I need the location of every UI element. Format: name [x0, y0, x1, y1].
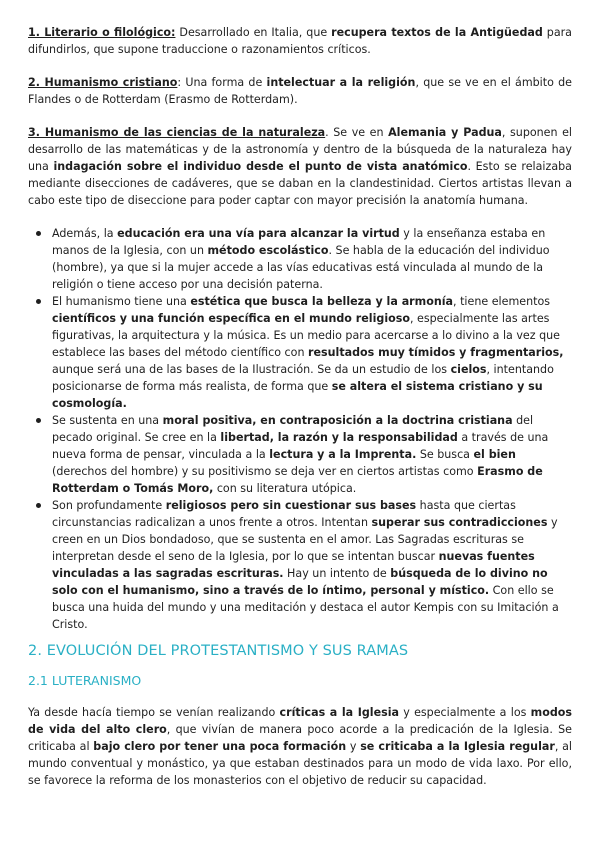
paragraph-humanismo-cristiano: 2. Humanismo cristiano: Una forma de intelectuar a la religión, que se ve en el ámbito de Flandes o de Rotterdam (Erasmo de Rotterdam). — [28, 76, 572, 106]
bullet-dot-icon — [36, 418, 41, 423]
section-heading: 2. EVOLUCIÓN DEL PROTESTANTISMO Y SUS RAMAS — [28, 643, 409, 659]
section-label: 2. Humanismo cristiano — [28, 76, 178, 89]
bullet-list — [28, 225, 572, 633]
bullet-dot-icon — [36, 503, 41, 508]
section-label: 1. Literario o filológico: — [28, 26, 176, 39]
list-item: Son profundamente religiosos pero sin cuestionar sus bases hasta que ciertas circunstancias radicalizan a unos frente a otros. Intentan superar sus contradicciones y creen en un Dios bondadoso, que se sustenta en el amor. Las Sagradas escrituras se interpretan desde el seno de la Iglesia, por lo que se intentan buscar nuevas fuentes vinculadas a las sagradas escrituras. Hay un intento de búsqueda de lo divino no solo con el humanismo, sino a través de lo íntimo, personal y místico. Con ello se busca una huida del mundo y una meditación y destaca el autor Kempis con su Imitación a Cristo. — [28, 497, 572, 633]
list-item: El humanismo tiene una estética que busca la belleza y la armonía, tiene elementos científicos y una función específica en el mundo religioso, especialmente las artes figurativas, la arquitectura y la música. Es un medio para acercarse a lo divino a la vez que establece las bases del método científico con resultados muy tímidos y fragmentarios, aunque será una de las bases de la Ilustración. Se da un estudio de los cielos, intentando posicionarse de forma más realista, de forma que se altera el sistema cristiano y su cosmología. — [28, 293, 572, 412]
paragraph-literario: 1. Literario o filológico: Desarrollado en Italia, que recupera textos de la Antigüedad para difundirlos, que supone traduccione o razonamientos críticos. — [28, 26, 572, 56]
bullet-dot-icon — [36, 299, 41, 304]
list-item: Se sustenta en una moral positiva, en contraposición a la doctrina cristiana del pecado original. Se cree en la libertad, la razón y la responsabilidad a través de una nueva forma de pensar, vinculada a la lectura y a la Imprenta. Se busca el bien (derechos del hombre) y su positivismo se deja ver en ciertos artistas como Erasmo de Rotterdam o Tomás Moro, con su literatura utópica. — [28, 412, 572, 497]
section-label: 3. Humanismo de las ciencias de la naturaleza — [28, 126, 326, 139]
bullet-dot-icon — [36, 231, 41, 236]
subsection-heading: 2.1 LUTERANISMO — [28, 673, 142, 688]
paragraph-luteranismo: Ya desde hacía tiempo se venían realizando críticas a la Iglesia y especialmente a los modos de vida del alto clero, que vivían de manera poco acorde a la predicación de la Iglesia. Se criticaba al bajo clero por tener una poca formación y se criticaba a la Iglesia regular, al mundo conventual y monástico, ya que estaban destinados para un modo de vida laxo. Por ello, se favorece la reforma de los monasterios con el objetivo de reducir su capacidad. — [28, 706, 572, 787]
list-item: Además, la educación era una vía para alcanzar la virtud y la enseñanza estaba en manos de la Iglesia, con un método escolástico. Se habla de la educación del individuo (hombre), ya que si la mujer accede a las vías educativas está vinculada al mundo de la religión o tiene acceso por una decisión paterna. — [28, 225, 572, 293]
paragraph-ciencias-naturaleza: 3. Humanismo de las ciencias de la naturaleza. Se ve en Alemania y Padua, suponen el desarrollo de las matemáticas y de la astronomía y dentro de la búsqueda de la naturaleza hay una indagación sobre el individuo desde el punto de vista anatómico. Esto se relaizaba mediante disecciones de cadáveres, que se daban en la clandestinidad. Ciertos artistas llevan a cabo este tipo de diseccione para poder captar con mayor precisión la anatomía humana. — [28, 126, 573, 207]
